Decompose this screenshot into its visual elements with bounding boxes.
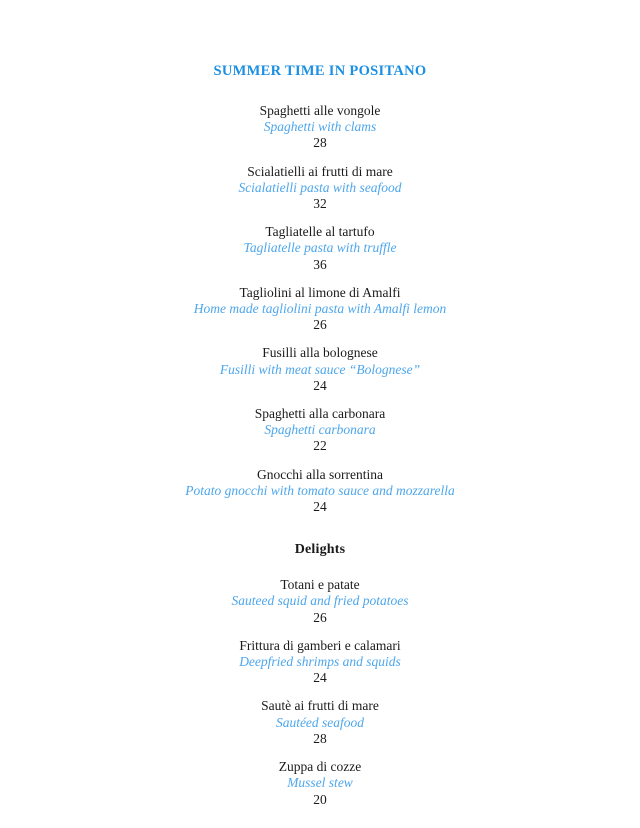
menu-item-name: Tagliatelle al tartufo xyxy=(265,224,375,240)
menu-item-price: 20 xyxy=(313,791,327,807)
menu-item-translation: Deepfried shrimps and squids xyxy=(239,654,401,670)
menu-title: SUMMER TIME IN POSITANO xyxy=(213,63,427,79)
menu-item xyxy=(0,224,640,273)
menu-item-translation: Sautéed seafood xyxy=(275,714,365,730)
menu-item xyxy=(0,345,640,394)
menu-item xyxy=(0,759,640,808)
menu-item-price: 24 xyxy=(313,499,327,515)
menu-item-price: 26 xyxy=(313,609,327,625)
menu-item xyxy=(0,638,640,687)
menu-item-name: Spaghetti alla carbonara xyxy=(254,406,386,422)
menu-item xyxy=(0,164,640,213)
menu-item xyxy=(0,103,640,152)
menu-item-translation: Spaghetti with clams xyxy=(263,119,377,135)
menu-item-price: 28 xyxy=(313,730,327,746)
menu-item xyxy=(0,577,640,626)
menu-item-price: 22 xyxy=(313,438,327,454)
menu-item-translation: Potato gnocchi with tomato sauce and mozzarella xyxy=(185,482,455,498)
menu-item-price: 24 xyxy=(313,377,327,393)
menu-item-name: Scialatielli ai frutti di mare xyxy=(247,163,393,179)
menu-item-name: Tagliolini al limone di Amalfi xyxy=(239,284,401,300)
menu-item-name: Spaghetti alle vongole xyxy=(259,103,381,118)
section-heading: Delights xyxy=(294,542,346,558)
menu-item xyxy=(0,406,640,455)
menu-item-name: Sautè ai frutti di mare xyxy=(261,698,379,714)
menu-item xyxy=(0,467,640,516)
menu-item-name: Gnocchi alla sorrentina xyxy=(257,466,383,482)
menu-item-translation: Tagliatelle pasta with truffle xyxy=(243,240,397,256)
menu-item-price: 24 xyxy=(313,670,327,686)
menu-item-translation: Spaghetti carbonara xyxy=(264,422,376,438)
menu-item-price: 28 xyxy=(313,135,327,151)
menu-item-translation: Fusilli with meat sauce “Bolognese” xyxy=(219,361,421,377)
menu-item-translation: Scialatielli pasta with seafood xyxy=(238,179,402,195)
menu-item-price: 26 xyxy=(313,317,327,333)
menu-item xyxy=(0,285,640,334)
menu-item-translation: Home made tagliolini pasta with Amalfi lemon xyxy=(193,301,447,317)
menu-item-translation: Sauteed squid and fried potatoes xyxy=(231,593,409,609)
menu-item-name: Totani e patate xyxy=(280,577,360,593)
menu-item-price: 36 xyxy=(313,256,327,272)
menu-item-translation: Mussel stew xyxy=(287,775,353,791)
menu-item-name: Frittura di gamberi e calamari xyxy=(239,637,401,653)
menu-sections xyxy=(0,103,640,808)
menu-item xyxy=(0,698,640,747)
menu-item-name: Fusilli alla bolognese xyxy=(262,345,378,361)
menu-item-name: Zuppa di cozze xyxy=(278,759,362,775)
menu-item-price: 32 xyxy=(313,196,327,212)
